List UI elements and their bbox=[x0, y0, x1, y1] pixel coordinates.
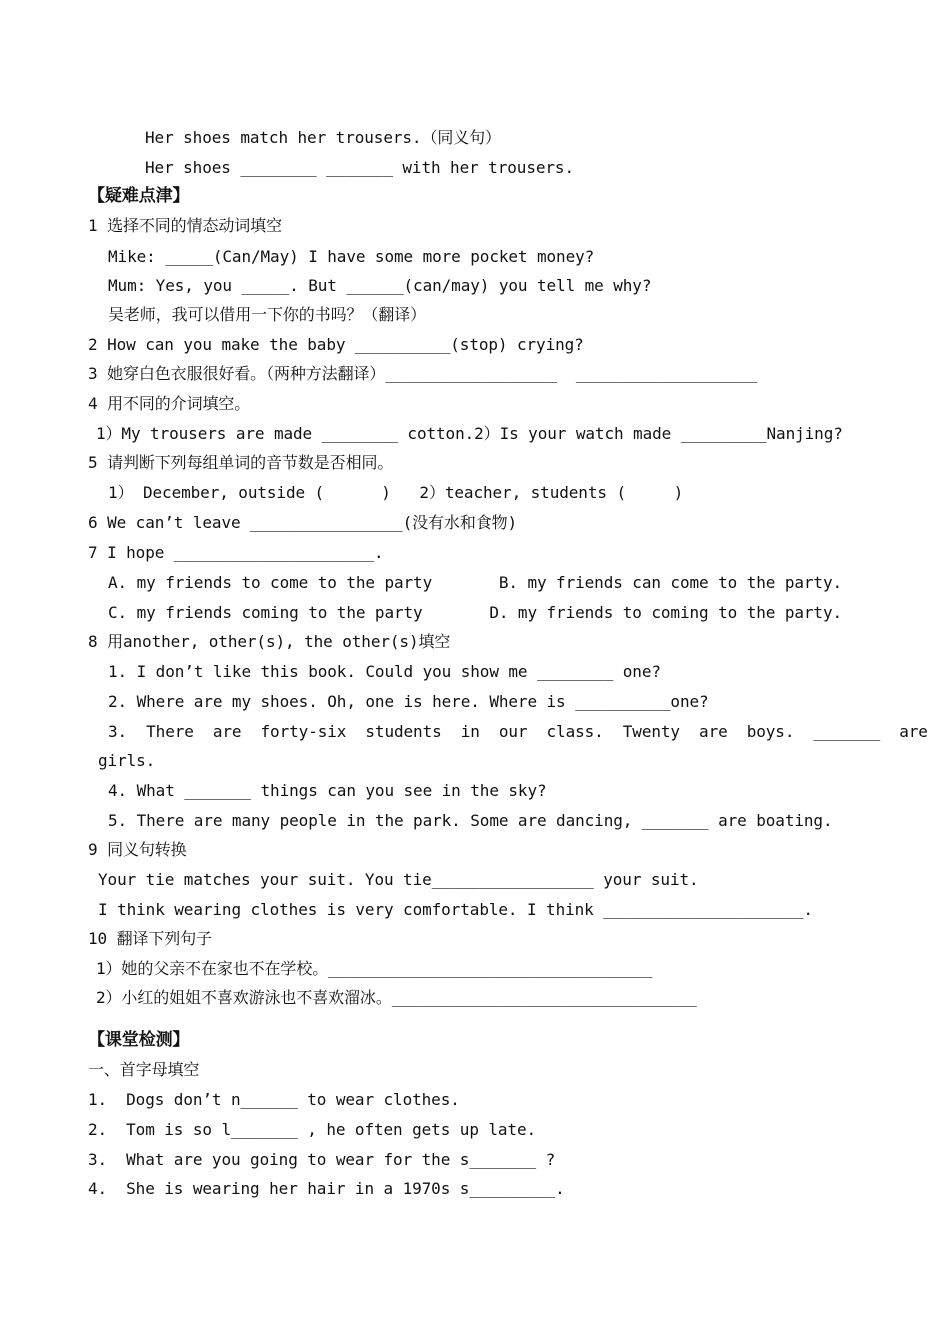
section-heading-difficult-points: 【疑难点津】 bbox=[88, 186, 190, 206]
question-9-item-1: Your tie matches your suit. You tie_________________ your suit. bbox=[98, 870, 699, 889]
question-2: 2 How can you make the baby __________(stop) crying? bbox=[88, 335, 584, 354]
question-9-title: 9 同义句转换 bbox=[88, 840, 187, 859]
question-9-item-2: I think wearing clothes is very comfortable. I think _____________________. bbox=[98, 900, 813, 919]
question-7-options-ab: A. my friends to come to the party B. my friends can come to the party. bbox=[108, 573, 843, 592]
question-10-item-1: 1）她的父亲不在家也不在学校。__________________________________ bbox=[96, 959, 653, 978]
question-8-item-1: 1. I don’t like this book. Could you show me ________ one? bbox=[108, 662, 661, 681]
question-6: 6 We can’t leave ________________(没有水和食物) bbox=[88, 513, 518, 532]
question-10-item-2: 2）小红的姐姐不喜欢游泳也不喜欢溜冰。________________________________ bbox=[96, 988, 697, 1007]
synonym-sentence-blank: Her shoes ________ _______ with her trousers. bbox=[145, 158, 574, 177]
question-8-item-2: 2. Where are my shoes. Oh, one is here. Where is __________one? bbox=[108, 692, 709, 711]
synonym-sentence-original: Her shoes match her trousers.（同义句） bbox=[145, 128, 501, 147]
question-5-items: 1） December, outside ( ) 2）teacher, students ( ) bbox=[108, 483, 684, 502]
question-1-translation: 吴老师，我可以借用一下你的书吗？（翻译） bbox=[108, 305, 427, 324]
question-5-title: 5 请判断下列每组单词的音节数是否相同。 bbox=[88, 453, 394, 472]
question-8-title: 8 用another, other(s), the other(s)填空 bbox=[88, 632, 451, 651]
question-4-title: 4 用不同的介词填空。 bbox=[88, 394, 251, 413]
section-heading-class-test: 【课堂检测】 bbox=[88, 1030, 190, 1050]
question-8-item-3: 3. There are forty-six students in our class. Twenty are boys. _______ are bbox=[108, 722, 928, 741]
question-7: 7 I hope _____________________. bbox=[88, 543, 384, 562]
question-10-title: 10 翻译下列句子 bbox=[88, 929, 212, 948]
question-1-title: 1 选择不同的情态动词填空 bbox=[88, 216, 282, 235]
question-8-item-3-continued: girls. bbox=[98, 751, 156, 770]
question-7-options-cd: C. my friends coming to the party D. my friends to coming to the party. bbox=[108, 603, 843, 622]
question-1-mum-line: Mum: Yes, you _____. But ______(can/may) you tell me why? bbox=[108, 276, 652, 295]
class-test-item: 3. What are you going to wear for the s_______ ? bbox=[88, 1150, 556, 1169]
question-8-item-4: 4. What _______ things can you see in the sky? bbox=[108, 781, 547, 800]
question-1-mike-line: Mike: _____(Can/May) I have some more pocket money? bbox=[108, 247, 595, 266]
question-3: 3 她穿白色衣服很好看。（两种方法翻译）__________________ ___________________ bbox=[88, 364, 758, 383]
question-8-item-5: 5. There are many people in the park. Some are dancing, _______ are boating. bbox=[108, 811, 833, 830]
class-test-item: 4. She is wearing her hair in a 1970s s_________. bbox=[88, 1179, 565, 1198]
class-test-item: 1. Dogs don’t n______ to wear clothes. bbox=[88, 1090, 460, 1109]
class-test-section-1-title: 一、首字母填空 bbox=[88, 1060, 200, 1079]
question-4-items: 1）My trousers are made ________ cotton.2）Is your watch made _________Nanjing? bbox=[96, 424, 843, 443]
class-test-item: 2. Tom is so l_______ , he often gets up late. bbox=[88, 1120, 537, 1139]
